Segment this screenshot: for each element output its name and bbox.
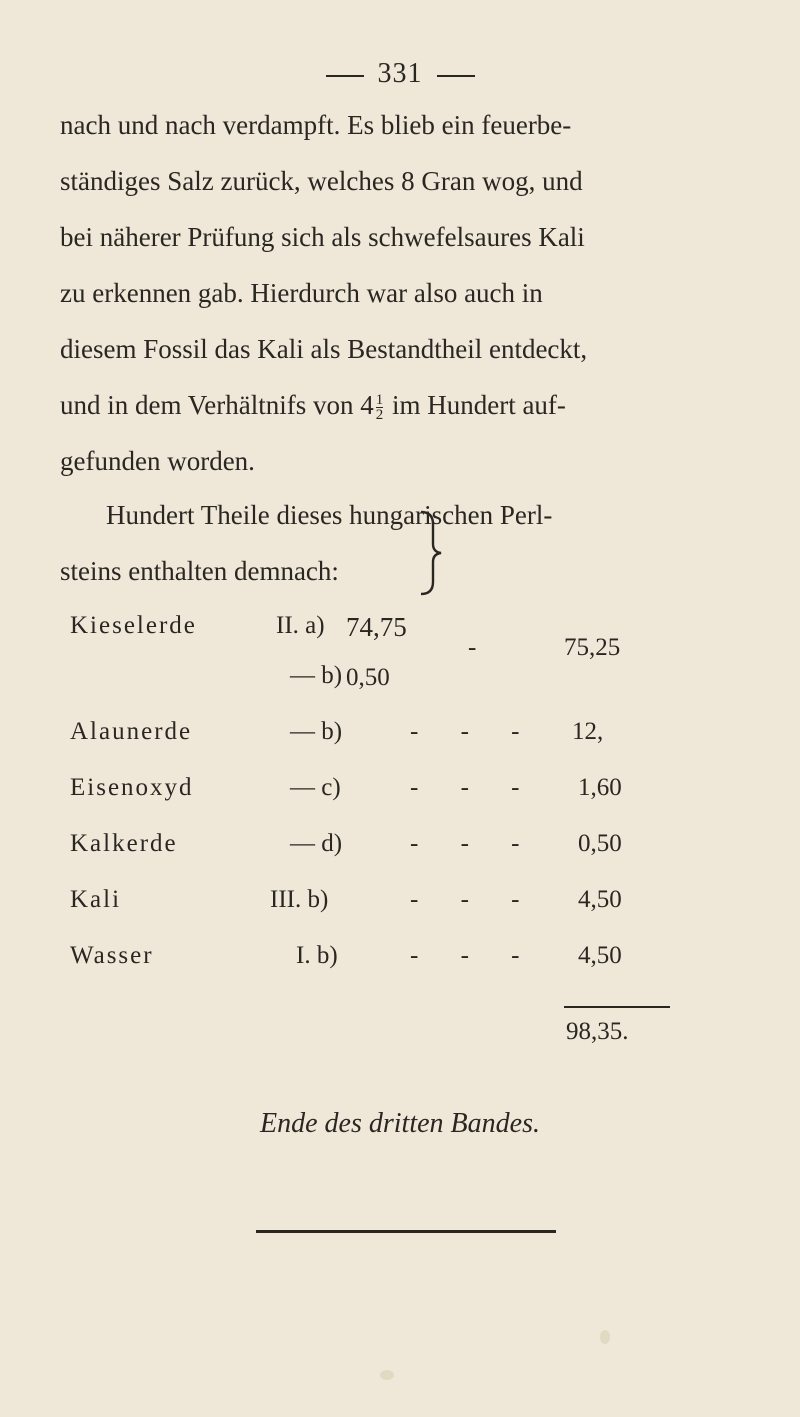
leader-dots: - - - — [410, 830, 538, 857]
sum-rule — [564, 1006, 670, 1008]
curly-brace-icon — [417, 508, 445, 598]
text-line-with-fraction — [60, 390, 566, 422]
page-number: 331 — [377, 58, 423, 89]
leader-dots: - - - — [410, 718, 538, 745]
leader-dots: - - - — [410, 942, 538, 969]
fraction-numerator: 1 — [375, 392, 384, 409]
text-line: Hundert Theile dieses hungarischen Perl- — [106, 500, 553, 530]
kieselerde-total: 75,25 — [564, 634, 621, 661]
reference-label: I. b) — [296, 942, 338, 969]
closing-rule — [256, 1230, 556, 1233]
reference-label: II. a) — [276, 612, 325, 639]
text-line: bei näherer Prüfung sich als schwefelsaures Kali — [60, 222, 585, 252]
value-cell: 4,50 — [578, 942, 622, 969]
end-of-volume-note: Ende des dritten Bandes. — [260, 1108, 540, 1139]
substance-label: Alaunerde — [70, 718, 193, 745]
value-cell: 74,75 — [346, 612, 407, 642]
text-line: ständiges Salz zurück, welches 8 Gran wog, und — [60, 166, 583, 196]
paper-stain — [380, 1370, 394, 1380]
value-cell: 4,50 — [578, 886, 622, 913]
text-line: zu erkennen gab. Hierdurch war also auch in — [60, 278, 543, 308]
reference-label: — b) — [290, 662, 343, 689]
fraction — [376, 393, 384, 422]
substance-label: Eisenoxyd — [70, 774, 194, 801]
fraction-denominator: 2 — [375, 407, 384, 424]
value-cell: 12, — [572, 718, 604, 745]
paper-stain — [600, 1330, 610, 1344]
reference-label: — d) — [290, 830, 343, 857]
value-cell: 0,50 — [346, 664, 390, 691]
header-dash-right — [437, 75, 475, 77]
text-line: steins enthalten demnach: — [60, 556, 339, 586]
value-cell: 1,60 — [578, 774, 622, 801]
substance-label: Wasser — [70, 942, 154, 969]
substance-label: Kalkerde — [70, 830, 178, 857]
text-fragment: und in dem Verhältnifs von 4 — [60, 390, 374, 420]
text-fragment: im Hundert auf- — [385, 390, 566, 420]
reference-label: — c) — [290, 774, 341, 801]
reference-label: — b) — [290, 718, 343, 745]
substance-label: Kieselerde — [70, 612, 197, 639]
text-line: gefunden worden. — [60, 446, 255, 476]
leader-dots: - - - — [410, 774, 538, 801]
header-dash-left — [326, 75, 364, 77]
text-line: diesem Fossil das Kali als Bestandtheil entdeckt, — [60, 334, 588, 364]
substance-label: Kali — [70, 886, 122, 913]
text-line: nach und nach verdampft. Es blieb ein feuerbe- — [60, 110, 572, 140]
reference-label: III. b) — [270, 886, 329, 913]
leader-dots: - - - — [410, 886, 538, 913]
grand-total: 98,35. — [566, 1018, 629, 1045]
leader-dot: - — [468, 634, 477, 661]
page-header — [0, 58, 800, 90]
value-cell: 0,50 — [578, 830, 622, 857]
